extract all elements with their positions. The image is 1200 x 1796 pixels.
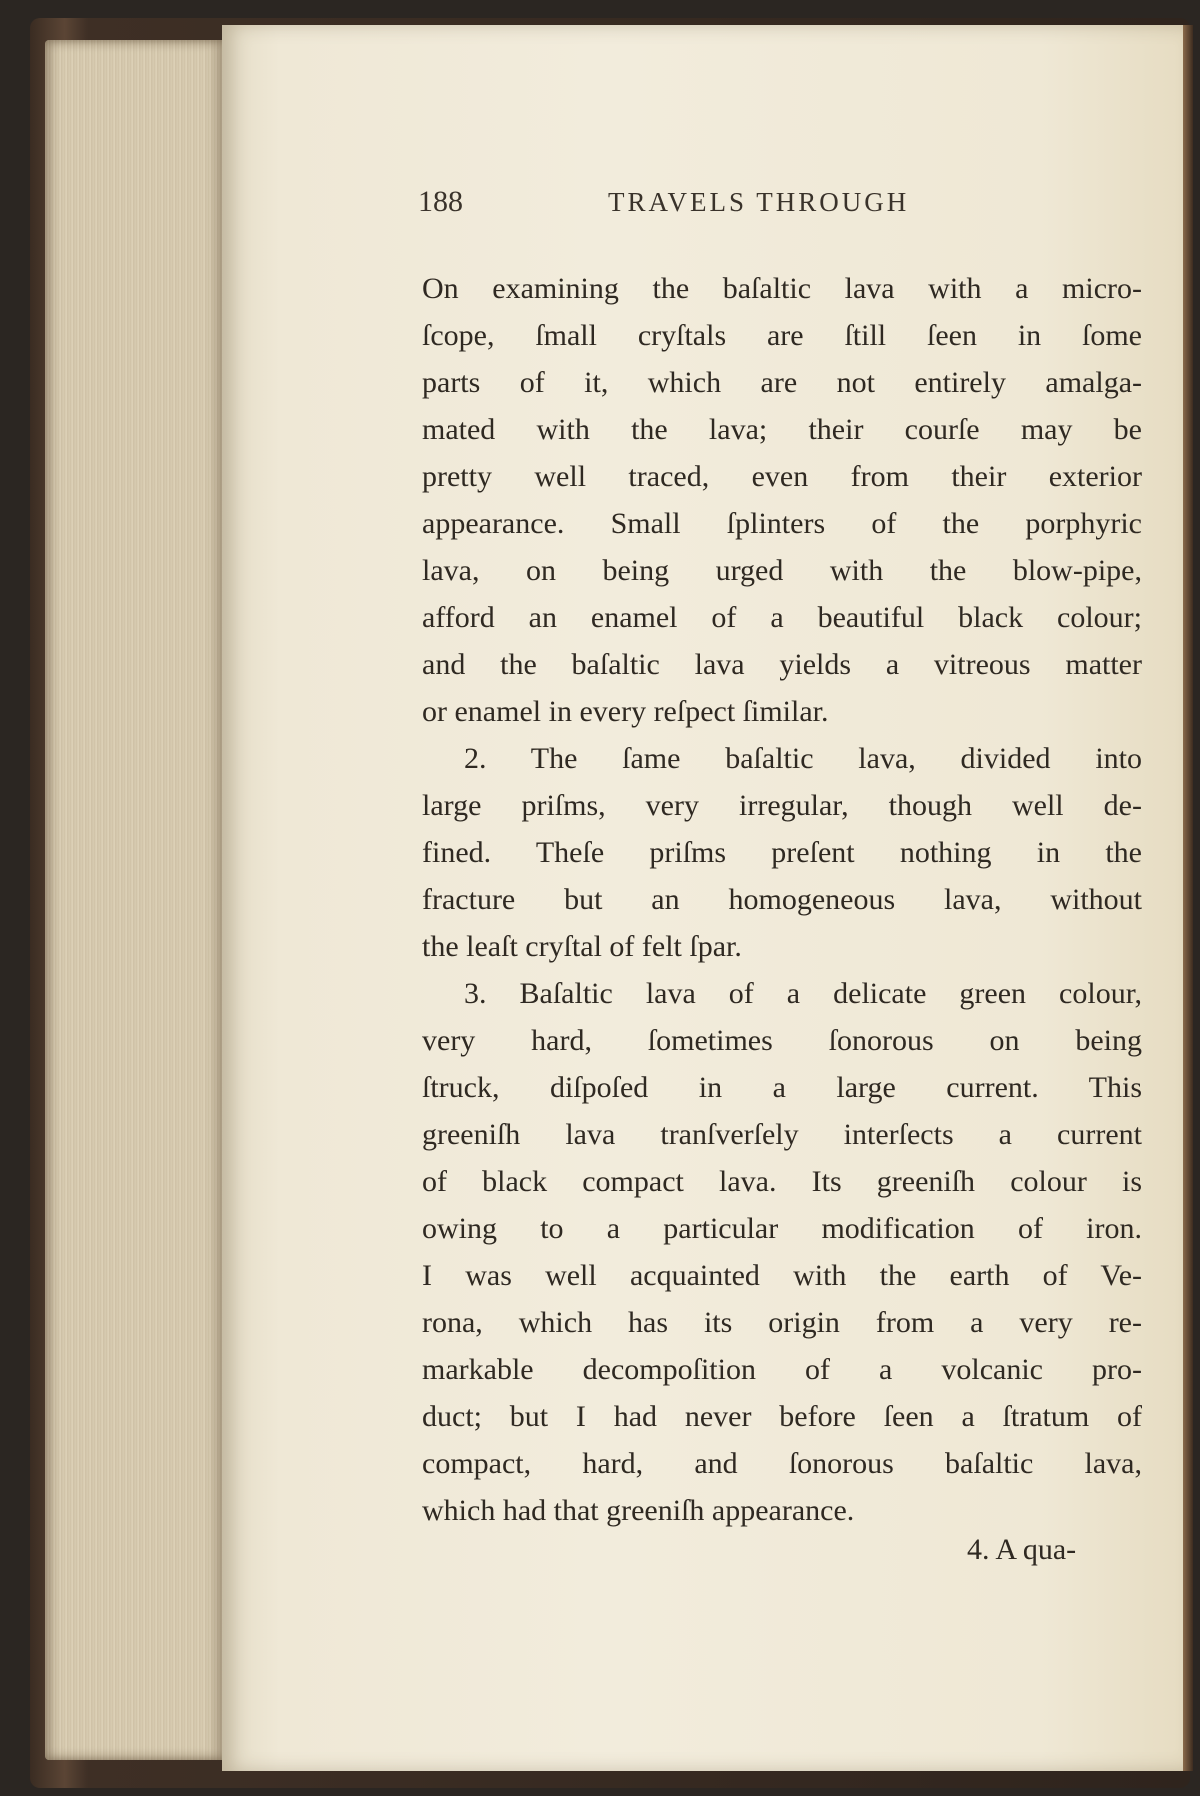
text-line: afford an enamel of a beautiful black colour; bbox=[422, 601, 1142, 634]
text-line: the leaſt cryſtal of felt ſpar. bbox=[422, 930, 742, 963]
body-text bbox=[422, 265, 1142, 1534]
running-head bbox=[418, 185, 1198, 235]
page-number: 188 bbox=[418, 185, 463, 218]
text-line: appearance. Small ſplinters of the porphyric bbox=[422, 507, 1142, 540]
text-line: greeniſh lava tranſverſely interſects a current bbox=[422, 1118, 1142, 1151]
page-edges bbox=[45, 40, 225, 1760]
text-line: fracture but an homogeneous lava, without bbox=[422, 883, 1142, 916]
text-line: owing to a particular modification of iron. bbox=[422, 1212, 1142, 1245]
text-line: fined. Theſe priſms preſent nothing in the bbox=[422, 836, 1142, 869]
text-line: or enamel in every reſpect ſimilar. bbox=[422, 695, 829, 728]
text-line: rona, which has its origin from a very re- bbox=[422, 1306, 1142, 1339]
catchword: 4. A qua- bbox=[967, 1533, 1077, 1566]
text-line: large priſms, very irregular, though well de- bbox=[422, 789, 1142, 822]
text-line: 3. Baſaltic lava of a delicate green colour, bbox=[464, 977, 1142, 1010]
text-line: 2. The ſame baſaltic lava, divided into bbox=[464, 742, 1142, 775]
text-line: ſcope, ſmall cryſtals are ſtill ſeen in ſome bbox=[422, 319, 1142, 352]
running-title: TRAVELS THROUGH bbox=[608, 187, 910, 217]
text-line: mated with the lava; their courſe may be bbox=[422, 413, 1142, 446]
text-line: compact, hard, and ſonorous baſaltic lava, bbox=[422, 1447, 1142, 1480]
text-line: very hard, ſometimes ſonorous on being bbox=[422, 1024, 1142, 1057]
text-line: markable decompoſition of a volcanic pro- bbox=[422, 1353, 1142, 1386]
text-line: of black compact lava. Its greeniſh colour is bbox=[422, 1165, 1142, 1198]
text-line: lava, on being urged with the blow-pipe, bbox=[422, 554, 1142, 587]
text-line: parts of it, which are not entirely amalga- bbox=[422, 366, 1142, 399]
text-line: duct; but I had never before ſeen a ſtratum of bbox=[422, 1400, 1142, 1433]
text-line: ſtruck, diſpoſed in a large current. This bbox=[422, 1071, 1142, 1104]
page-gutter bbox=[1183, 25, 1193, 1771]
text-line: I was well acquainted with the earth of Ve- bbox=[422, 1259, 1142, 1292]
text-line: and the baſaltic lava yields a vitreous matter bbox=[422, 648, 1142, 681]
text-line: pretty well traced, even from their exterior bbox=[422, 460, 1142, 493]
text-line: which had that greeniſh appearance. bbox=[422, 1494, 855, 1527]
book-page bbox=[222, 25, 1185, 1771]
text-line: On examining the baſaltic lava with a micro- bbox=[422, 272, 1142, 305]
